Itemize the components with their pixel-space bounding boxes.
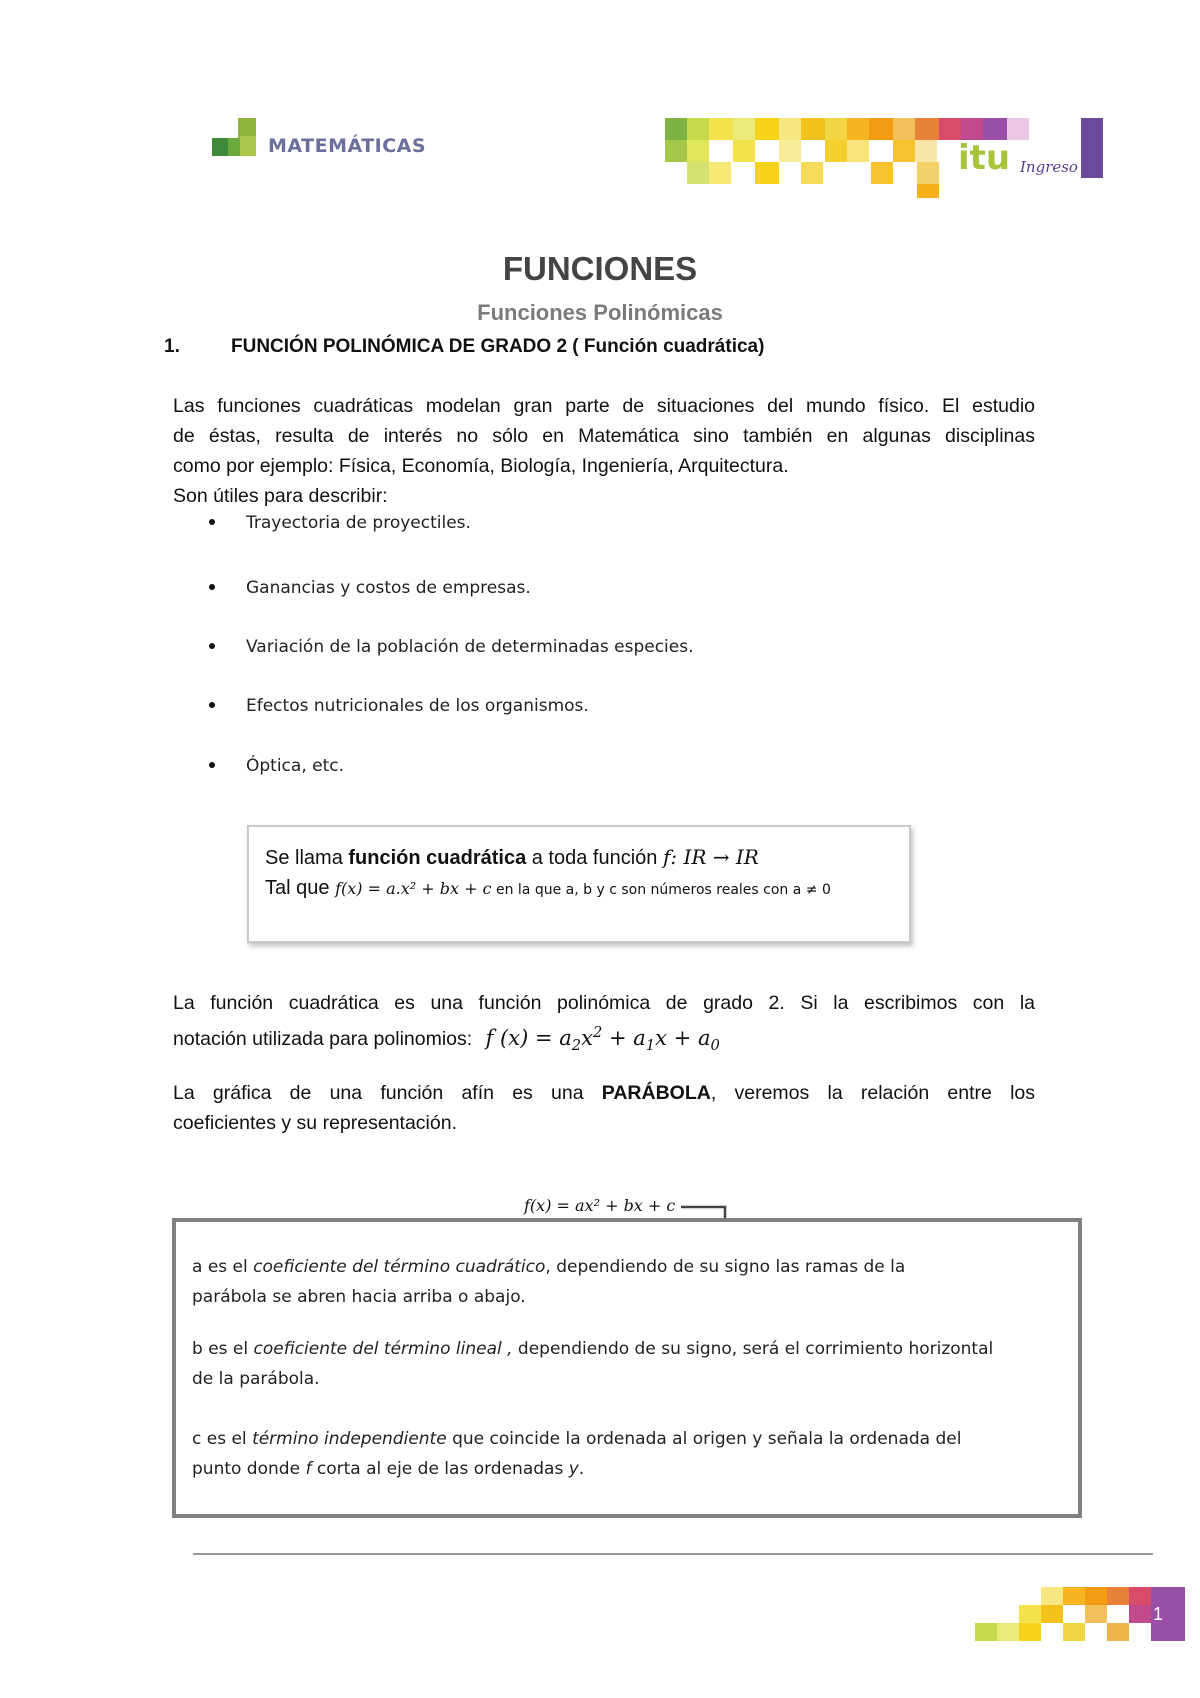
page-number: 1 [1153, 1604, 1164, 1624]
polynomial-notation-paragraph [173, 988, 1035, 1061]
intro-line: como por ejemplo: Física, Economía, Biología, Ingeniería, Arquitectura. [173, 455, 789, 477]
intro-paragraph [173, 391, 1035, 511]
paragraph-line: La función cuadrática es una función polinómica de grado 2. Si la escribimos con la [173, 992, 1035, 1014]
definition-box [247, 825, 911, 943]
list-item: Efectos nutricionales de los organismos. [246, 696, 589, 716]
intro-line: de éstas, resulta de interés no sólo en Matemática sino también en algunas disciplinas [173, 425, 1035, 447]
coefficient-c: c es el término independiente que coincide la ordenada al origen y señala la ordenada del punto donde f corta al eje de las ordenadas y. [192, 1429, 962, 1479]
coefficient-b: b es el coeficiente del término lineal , dependiendo de su signo, será el corrimiento horizontal de la parábola. [192, 1339, 994, 1389]
intro-line: Las funciones cuadráticas modelan gran parte de situaciones del mundo físico. El estudio [173, 395, 1035, 417]
polynomial-formula: f $(x) = a_2x^2 + a_1x + a_0$ [485, 1024, 720, 1055]
coefficient-formula: f(x) = ax² + bx + c [524, 1196, 676, 1215]
itu-ingreso-label: Ingreso [1020, 158, 1078, 176]
intro-line: Son útiles para describir: [173, 485, 388, 507]
quadratic-formula: f(x) = a.x² + bx + c [335, 879, 492, 898]
matematicas-logo [212, 118, 427, 164]
definition-line-1: Se llama función cuadrática a toda función f: IR → IR [265, 845, 759, 869]
footer-divider [193, 1553, 1153, 1555]
paragraph-line: coeficientes y su representación. [173, 1112, 457, 1134]
bullet-icon [209, 584, 215, 590]
coefficient-a: a es el coeficiente del término cuadrático, dependiendo de su signo las ramas de la parábola se abren hacia arriba o abajo. [192, 1257, 906, 1307]
list-item: Óptica, etc. [246, 756, 344, 776]
bullet-icon [209, 702, 215, 708]
definition-line-2: Tal que f(x) = a.x² + bx + c en la que a, b y c son números reales con a ≠ 0 [265, 877, 831, 899]
bullet-icon [209, 762, 215, 768]
bullet-icon [209, 643, 215, 649]
brand-label: MATEMÁTICAS [268, 135, 427, 157]
list-item: Trayectoria de proyectiles. [246, 513, 471, 533]
parabola-paragraph [173, 1078, 1035, 1138]
list-item: Variación de la población de determinadas especies. [246, 637, 694, 657]
list-item: Ganancias y costos de empresas. [246, 578, 531, 598]
coefficients-box [172, 1218, 1082, 1518]
paragraph-line: La gráfica de una función afín es una PARÁBOLA, veremos la relación entre los [173, 1082, 1035, 1104]
page-subtitle: Funciones Polinómicas [477, 300, 723, 325]
bullet-icon [209, 519, 215, 525]
paragraph-line: notación utilizada para polinomios: f $(x) = a_2x^2 + a_1x + a_0$ [173, 1024, 720, 1055]
itu-logo: itu [958, 138, 1011, 178]
logo-squares-icon [212, 118, 262, 164]
domain-mapping: f: IR → IR [662, 845, 759, 869]
section-title: FUNCIÓN POLINÓMICA DE GRADO 2 ( Función cuadrática) [231, 336, 765, 357]
section-number: 1. [164, 336, 180, 357]
page-title: FUNCIONES [502, 250, 698, 287]
section-heading [164, 336, 765, 358]
